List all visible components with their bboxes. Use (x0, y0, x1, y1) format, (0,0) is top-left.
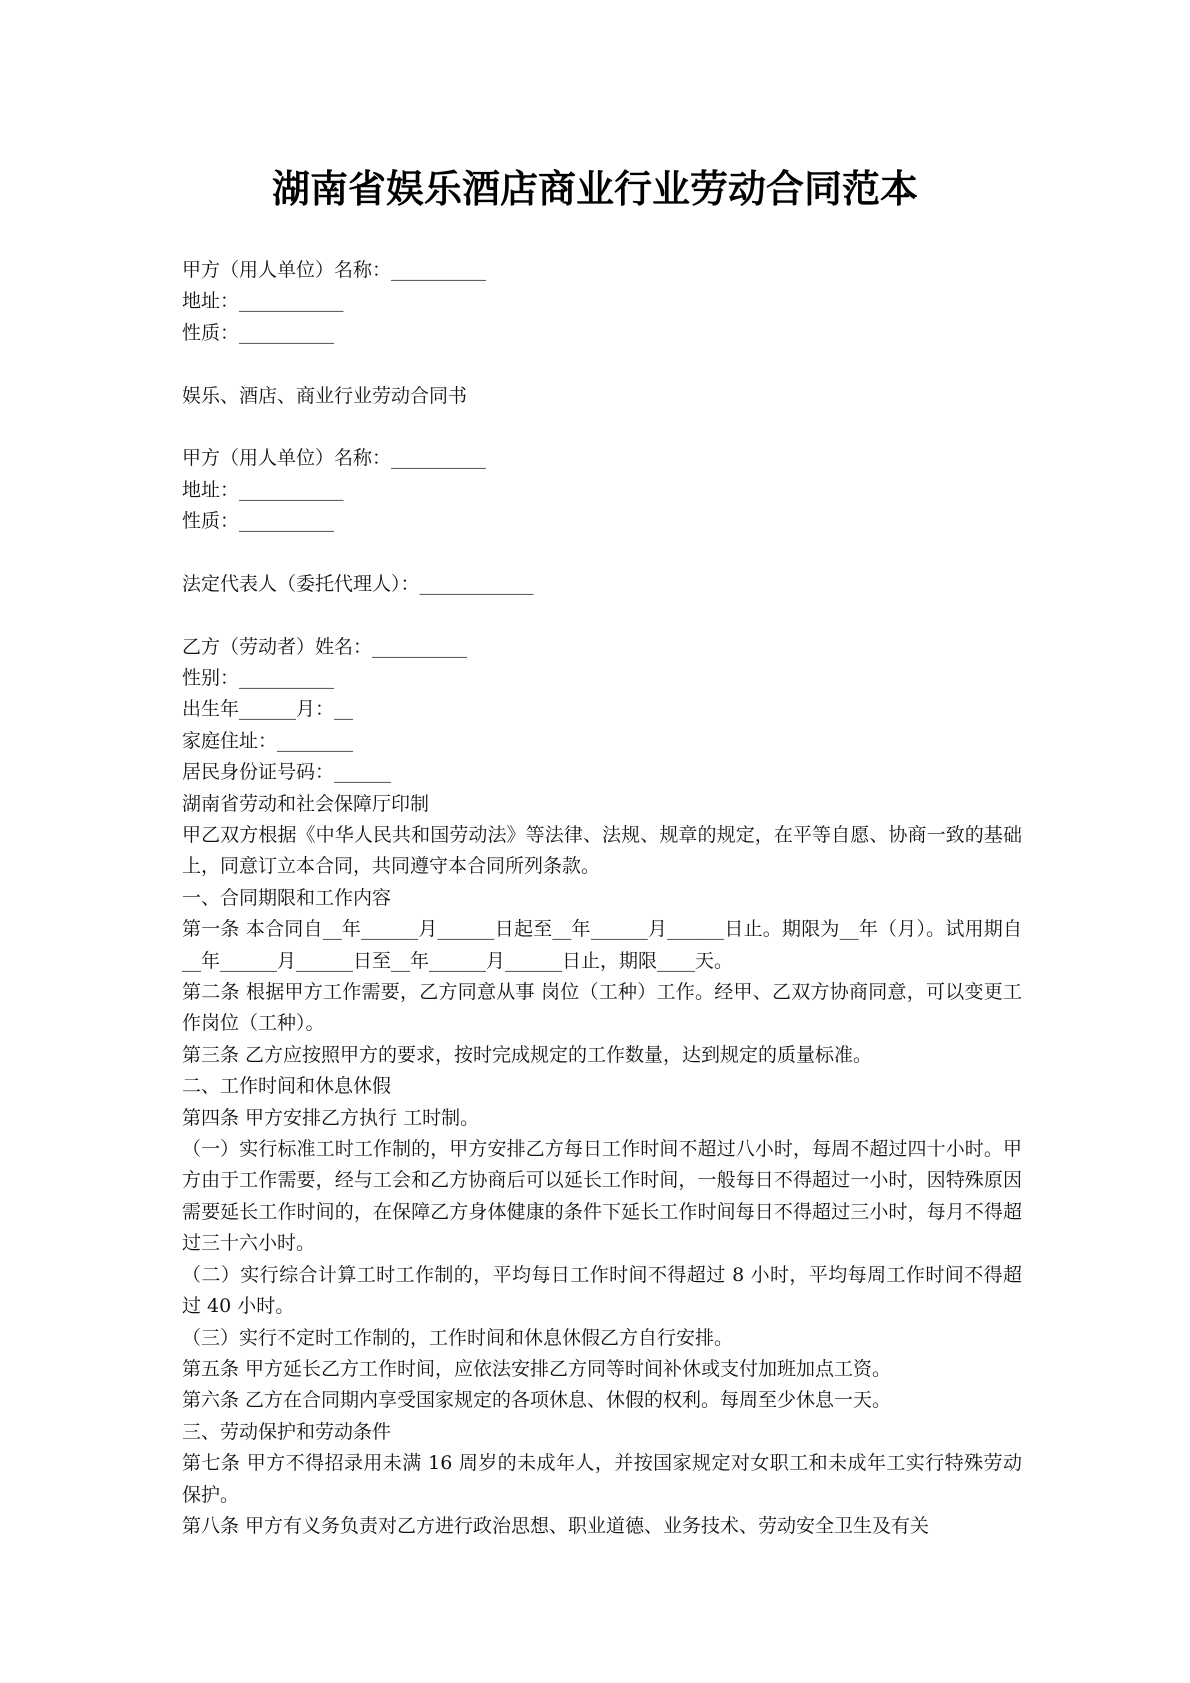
article-3: 第三条 乙方应按照甲方的要求，按时完成规定的工作数量，达到规定的质量标准。 (182, 1043, 873, 1066)
spacer (182, 412, 1022, 443)
article-5: 第五条 甲方延长乙方工作时间，应依法安排乙方同等时间补休或支付加班加点工资。 (182, 1357, 892, 1380)
article-4-clause-1: （一）实行标准工时工作制的，甲方安排乙方每日工作时间不超过八小时，每周不超过四十小时。甲方由于工作需要，经与工会和乙方协商后可以延长工作时间，一般每日不得超过一小时，因特殊原因需要延长工作时间的，在保障乙方身体健康的条件下延长工作时间每日不得超过三小时，每月不得超过三十六小时。 (182, 1138, 1022, 1255)
article-6: 第六条 乙方在合同期内享受国家规定的各项休息、休假的权利。每周至少休息一天。 (182, 1389, 892, 1412)
party-a-name-field: 甲方（用人单位）名称：__________ (182, 259, 487, 281)
section-heading-1: 一、合同期限和工作内容 (182, 886, 392, 909)
party-b-name-field: 乙方（劳动者）姓名：__________ (182, 635, 468, 658)
printed-by-note: 湖南省劳动和社会保障厅印制 (182, 792, 430, 815)
spacer (182, 538, 1022, 569)
article-4-clause-3: （三）实行不定时工作制的，工作时间和休息休假乙方自行安排。 (182, 1326, 734, 1349)
article-2: 第二条 根据甲方工作需要，乙方同意从事 岗位（工种）工作。经甲、乙双方协商同意，可以变更工作岗位（工种）。 (182, 981, 1022, 1035)
article-4-clause-2: （二）实行综合计算工时工作制的，平均每日工作时间不得超过 8 小时，平均每周工作时间不得超过 40 小时。 (182, 1263, 1022, 1318)
article-8: 第八条 甲方有义务负责对乙方进行政治思想、职业道德、业务技术、劳动安全卫生及有关 (182, 1514, 930, 1537)
article-7: 第七条 甲方不得招录用未满 16 周岁的未成年人，并按国家规定对女职工和未成年工实行特殊劳动保护。 (182, 1452, 1022, 1506)
party-b-home-address-field: 家庭住址：________ (182, 729, 354, 752)
section-heading-2: 二、工作时间和休息休假 (182, 1075, 392, 1098)
document-title: 湖南省娱乐酒店商业行业劳动合同范本 (271, 167, 918, 211)
party-b-birth-field: 出生年______月：__ (182, 698, 354, 721)
preamble-paragraph: 甲乙双方根据《中华人民共和国劳动法》等法律、法规、规章的规定，在平等自愿、协商一致的基础上，同意订立本合同，共同遵守本合同所列条款。 (182, 824, 1022, 878)
legal-representative-field: 法定代表人（委托代理人）：____________ (182, 572, 534, 595)
party-a-name-field-2: 甲方（用人单位）名称：__________ (182, 447, 487, 470)
party-a-address-field: 地址：___________ (182, 290, 344, 313)
section-heading-3: 三、劳动保护和劳动条件 (182, 1420, 392, 1443)
spacer (182, 349, 1022, 380)
spacer (182, 600, 1022, 631)
party-b-gender-field: 性别：__________ (182, 667, 335, 690)
party-a-nature-field-2: 性质：__________ (182, 510, 335, 533)
article-1: 第一条 本合同自__年______月______日起至__年______月______日止。期限为__年（月）。试用期自__年______月______日至__年______月______日止，期限____天。 (182, 918, 1022, 972)
party-a-nature-field: 性质：__________ (182, 321, 335, 344)
party-a-address-field-2: 地址：___________ (182, 478, 344, 501)
party-b-id-number-field: 居民身份证号码：______ (182, 761, 392, 784)
document-body (182, 255, 1022, 1542)
contract-book-title: 娱乐、酒店、商业行业劳动合同书 (182, 384, 468, 407)
article-4: 第四条 甲方安排乙方执行 工时制。 (182, 1106, 480, 1129)
